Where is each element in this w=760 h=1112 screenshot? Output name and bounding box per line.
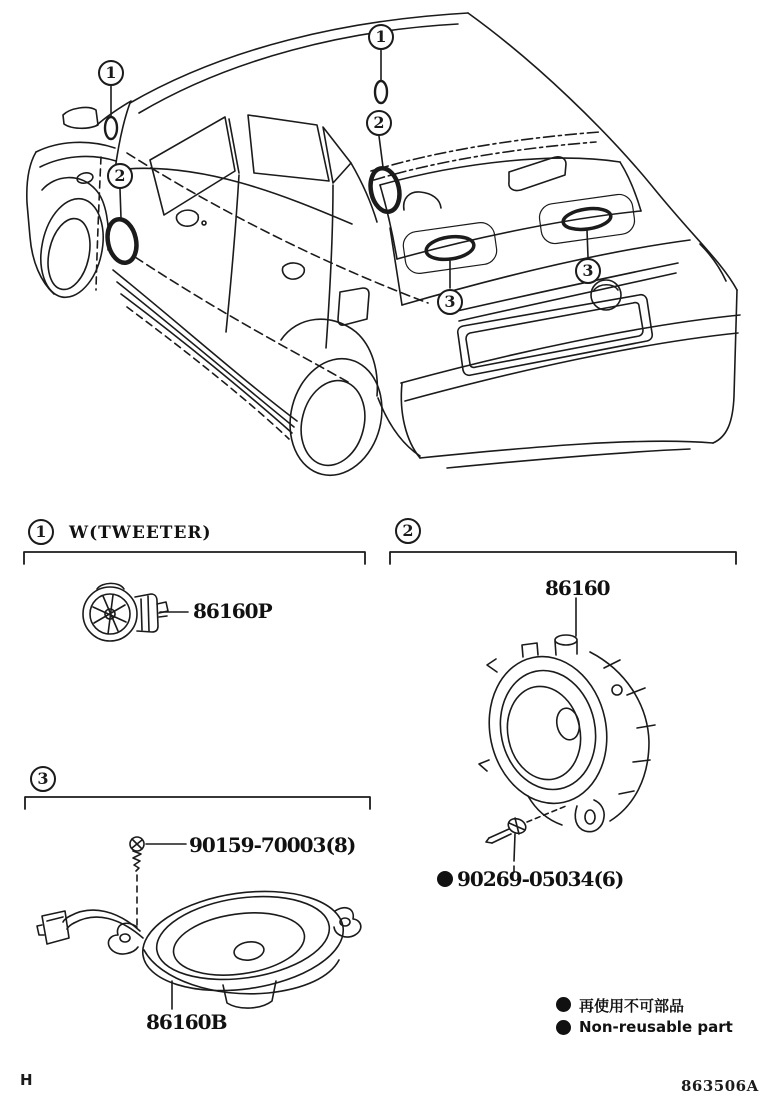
callout-deck-speaker-left[interactable] <box>437 289 463 315</box>
front-speaker-location <box>104 217 141 266</box>
section1-title: W(TWEETER) <box>69 523 212 543</box>
callout-number: 2 <box>373 113 385 132</box>
rear-door-handle <box>282 263 304 279</box>
section3-number-badge <box>30 766 56 792</box>
page-code: H <box>20 1071 33 1089</box>
tweeter-drawing <box>83 583 188 641</box>
part-label-86160P[interactable]: 86160P <box>193 599 272 623</box>
brake-light <box>509 157 566 191</box>
wire-connector <box>42 911 69 944</box>
section-number: 2 <box>402 521 414 540</box>
callout-number: 1 <box>375 27 387 46</box>
section2-number-badge <box>395 518 421 544</box>
non-reusable-dot-icon <box>437 871 453 887</box>
legend-dot-icon <box>556 997 571 1012</box>
section2-bracket <box>390 552 736 564</box>
callout-number: 2 <box>114 166 126 185</box>
fuel-door <box>338 288 369 325</box>
callout-number: 3 <box>582 261 594 280</box>
screw-drawing <box>130 837 186 927</box>
deck-speaker-left-location <box>425 234 476 262</box>
front-tweeter-location <box>105 117 117 139</box>
section-number: 3 <box>37 769 49 788</box>
section1-number-badge <box>28 519 54 545</box>
headrest <box>404 192 441 210</box>
callout-deck-speaker-right[interactable] <box>575 258 601 284</box>
clip-pin-drawing <box>486 806 566 872</box>
front-door-window <box>150 117 235 215</box>
section-brackets <box>24 552 736 809</box>
callout-leaders <box>104 50 612 288</box>
part-label-86160B[interactable]: 86160B <box>146 1010 227 1034</box>
callout-number: 3 <box>444 292 456 311</box>
legend-japanese: 再使用不可部品 <box>579 997 685 1015</box>
part-label-90269-05034[interactable]: 90269-05034(6) <box>457 867 624 891</box>
section3-bracket <box>25 797 370 809</box>
car-illustration <box>27 13 740 485</box>
rear-door-window <box>248 115 329 181</box>
side-mirror <box>63 108 98 129</box>
part-label-90159-70003[interactable]: 90159-70003(8) <box>189 833 356 857</box>
callout-rear-tweeter[interactable] <box>368 24 394 50</box>
part-label-86160[interactable]: 86160 <box>545 576 610 600</box>
callout-front-door-speaker[interactable] <box>107 163 133 189</box>
legend-dot-icon <box>556 1020 571 1035</box>
callout-front-tweeter[interactable] <box>98 60 124 86</box>
front-door-handle <box>176 210 198 226</box>
callout-number: 1 <box>105 63 117 82</box>
legend-english: Non-reusable part <box>579 1018 733 1036</box>
door-speaker-drawing <box>476 598 655 832</box>
oval-speaker-drawing <box>37 879 361 1009</box>
deck-speaker-right-location <box>562 206 612 232</box>
rear-tweeter-location <box>375 81 387 103</box>
drawing-number: 863506A <box>681 1077 759 1095</box>
section1-bracket <box>24 552 365 564</box>
callout-rear-door-speaker[interactable] <box>366 110 392 136</box>
section-number: 1 <box>35 522 47 541</box>
